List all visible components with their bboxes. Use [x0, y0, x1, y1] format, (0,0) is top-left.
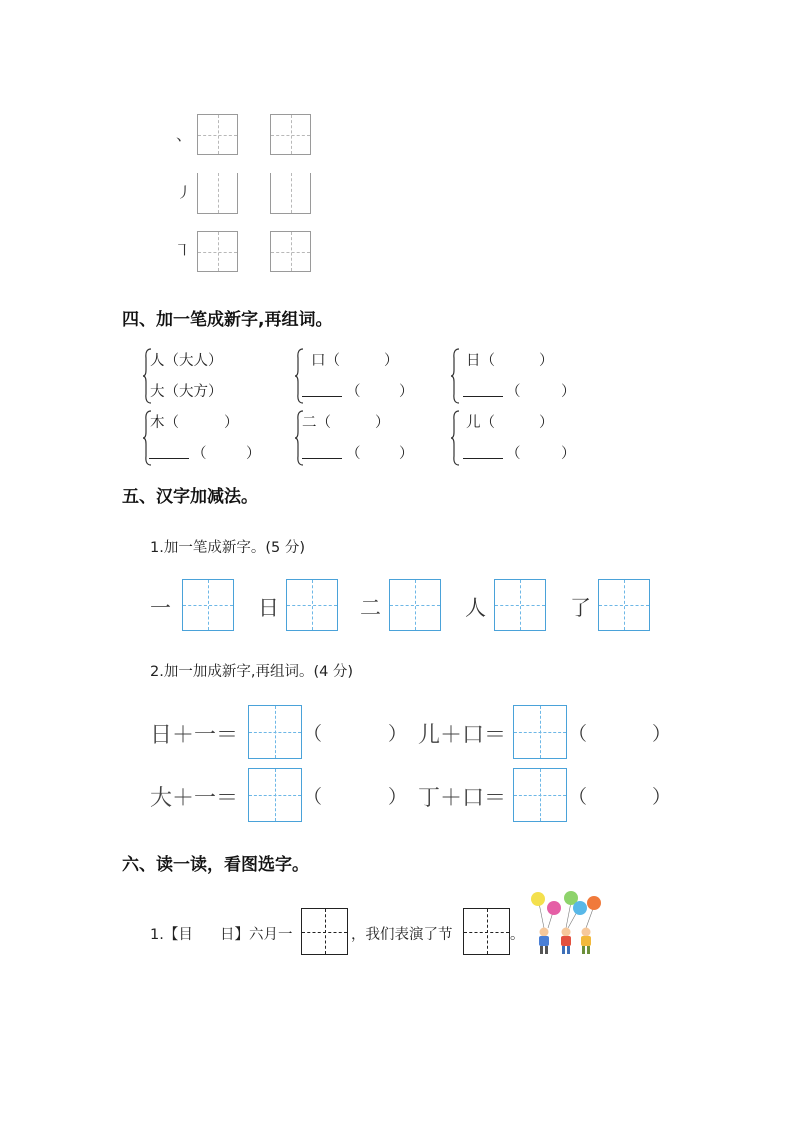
question-prefix: 1.【目 — [150, 927, 193, 943]
writing-box[interactable] — [248, 705, 302, 759]
question-text: ，我们表演了节 — [351, 927, 453, 943]
writing-box[interactable] — [389, 579, 441, 631]
char-label: 二 — [360, 596, 381, 620]
stroke-label: ㇓ — [176, 183, 193, 202]
brace-icon — [450, 348, 460, 404]
equation-left: 大＋一＝ — [150, 786, 239, 811]
paren-open: （ — [568, 786, 588, 808]
section4-title: 四、加一笔成新字,再组词。 — [122, 310, 333, 330]
answer-blank[interactable] — [463, 444, 503, 459]
paren-close: ） — [399, 384, 414, 400]
paren-open: （ — [346, 384, 361, 400]
equation-left: 日＋一＝ — [150, 723, 239, 748]
paren-open: （ — [346, 446, 361, 462]
writing-box[interactable] — [270, 114, 311, 155]
paren-close: ） — [539, 353, 554, 369]
paren-open: （ — [568, 723, 588, 745]
answer-blank[interactable] — [463, 382, 503, 397]
paren-close: ） — [224, 415, 239, 431]
paren-close: ） — [399, 446, 414, 462]
group-word: 二（ — [302, 415, 331, 431]
char-label: 日 — [258, 596, 279, 620]
answer-blank[interactable] — [149, 444, 189, 459]
writing-box[interactable] — [182, 579, 234, 631]
answer-blank[interactable] — [302, 382, 342, 397]
paren-open: （ — [192, 446, 207, 462]
section5-title: 五、汉字加减法。 — [122, 487, 258, 507]
paren-close: ） — [561, 384, 576, 400]
group-word: 人（大人） — [150, 353, 223, 369]
group-word: 儿（ — [466, 415, 495, 431]
group-word: 木（ — [150, 415, 179, 431]
paren-open: （ — [506, 446, 521, 462]
question-label: 1.加一笔成新字。(5 分) — [150, 540, 305, 556]
children-balloons-illustration — [526, 890, 606, 956]
writing-box[interactable] — [270, 231, 311, 272]
writing-box[interactable] — [286, 579, 338, 631]
paren-close: ） — [652, 786, 672, 808]
paren-close: ） — [384, 353, 399, 369]
char-label: 一 — [150, 596, 171, 620]
paren-close: ） — [539, 415, 554, 431]
paren-open: （ — [303, 786, 323, 808]
paren-close: ） — [652, 723, 672, 745]
writing-box[interactable] — [513, 705, 567, 759]
answer-blank[interactable] — [302, 444, 342, 459]
writing-box[interactable] — [197, 231, 238, 272]
stroke-label: 、 — [176, 125, 193, 144]
writing-box[interactable] — [270, 173, 311, 214]
paren-close: ） — [388, 723, 408, 745]
char-label: 人 — [465, 596, 486, 620]
group-word: 口（ — [311, 353, 340, 369]
char-label: 了 — [570, 596, 591, 620]
writing-box[interactable] — [197, 173, 238, 214]
group-word: 大（大方） — [150, 384, 223, 400]
group-word: 日（ — [466, 353, 495, 369]
paren-open: （ — [303, 723, 323, 745]
question-end: 。 — [510, 927, 525, 943]
writing-box[interactable] — [248, 768, 302, 822]
paren-close: ） — [375, 415, 390, 431]
writing-box[interactable] — [301, 908, 348, 955]
writing-box[interactable] — [494, 579, 546, 631]
equation-right: 儿＋口＝ — [418, 723, 507, 748]
paren-close: ） — [388, 786, 408, 808]
brace-icon — [450, 410, 460, 466]
question-label: 2.加一加成新字,再组词。(4 分) — [150, 664, 354, 680]
writing-box[interactable] — [463, 908, 510, 955]
writing-box[interactable] — [598, 579, 650, 631]
equation-right: 丁＋口＝ — [418, 786, 507, 811]
paren-close: ） — [561, 446, 576, 462]
stroke-label: ㇕ — [174, 241, 191, 260]
section6-title: 六、读一读，看图选字。 — [122, 855, 309, 875]
writing-box[interactable] — [197, 114, 238, 155]
writing-box[interactable] — [513, 768, 567, 822]
question-text: 日】六月一 — [220, 927, 293, 943]
paren-close: ） — [246, 446, 261, 462]
paren-open: （ — [506, 384, 521, 400]
